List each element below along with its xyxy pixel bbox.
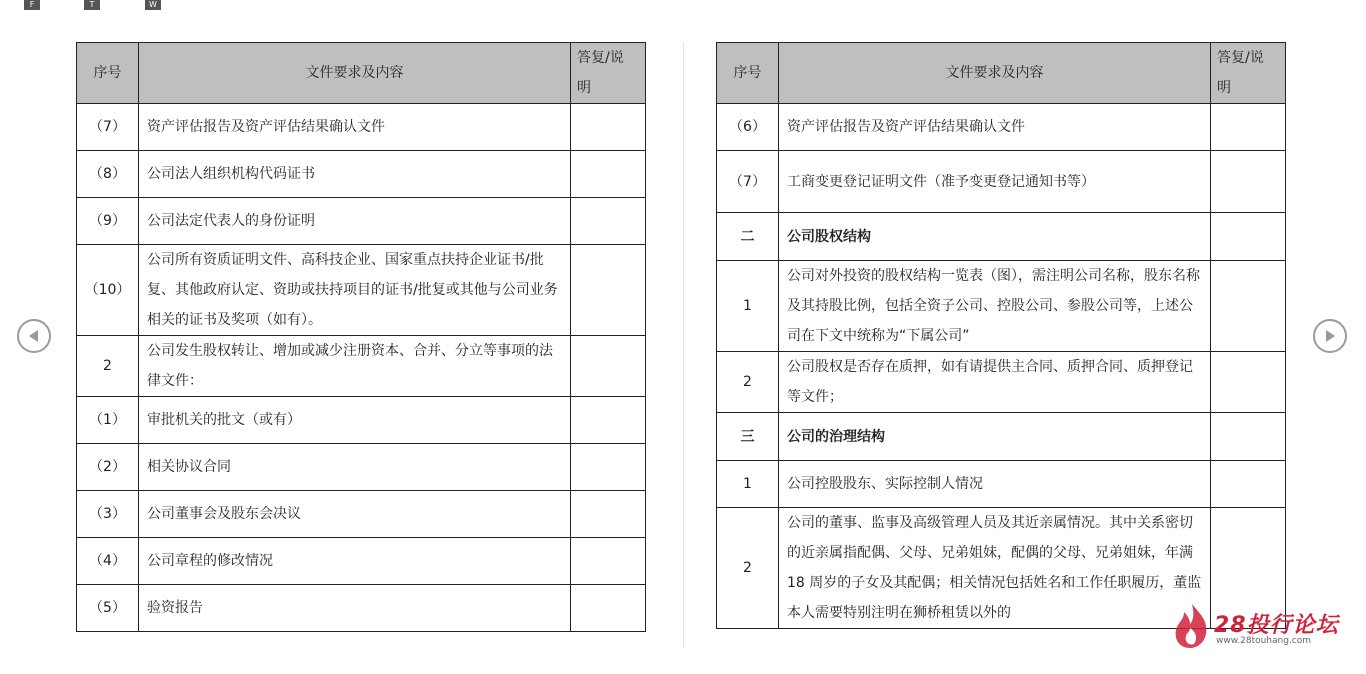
row-content: 公司章程的修改情况 [139,538,571,585]
table-row [717,261,1286,352]
row-number: （2） [77,444,139,491]
row-number: （7） [717,151,779,213]
header-seq: 序号 [77,43,139,104]
row-number: 2 [717,508,779,629]
row-number: （3） [77,491,139,538]
table-row [77,538,646,585]
row-reply-cell[interactable] [571,198,646,245]
row-content: 公司对外投资的股权结构一览表（图），需注明公司名称，股东名称及其持股比例，包括全资子公司、控股公司、参股公司等，上述公司在下文中统称为“下属公司” [779,261,1211,352]
row-number: （1） [77,397,139,444]
table-row [77,397,646,444]
table-header-row [77,43,646,104]
row-reply-cell[interactable] [571,538,646,585]
section-title: 公司的治理结构 [779,413,1211,461]
row-content: 工商变更登记证明文件（准予变更登记通知书等） [779,151,1211,213]
next-page-button[interactable] [1313,319,1347,353]
row-number: （7） [77,104,139,151]
table-row [717,104,1286,151]
row-content: 公司发生股权转让、增加或减少注册资本、合并、分立等事项的法律文件： [139,336,571,397]
row-number: （5） [77,585,139,632]
row-reply-cell[interactable] [571,151,646,198]
row-content: 审批机关的批文（或有） [139,397,571,444]
row-content: 相关协议合同 [139,444,571,491]
header-reply: 答复/说明 [571,43,646,104]
table-row [77,104,646,151]
table-header-row [717,43,1286,104]
row-number: 2 [717,352,779,413]
row-reply-cell[interactable] [1211,352,1286,413]
row-reply-cell[interactable] [571,444,646,491]
row-content: 公司所有资质证明文件、高科技企业、国家重点扶持企业证书/批复、其他政府认定、资助或扶持项目的证书/批复或其他与公司业务相关的证书及奖项（如有）。 [139,245,571,336]
row-reply-cell[interactable] [1211,213,1286,261]
table-row [77,198,646,245]
row-reply-cell[interactable] [571,104,646,151]
table-row [77,585,646,632]
row-number: （4） [77,538,139,585]
table-row [77,444,646,491]
section-number: 三 [717,413,779,461]
header-content: 文件要求及内容 [139,43,571,104]
table-row [77,336,646,397]
watermark-url: www.28touhang.com [1216,636,1312,646]
row-reply-cell[interactable] [1211,261,1286,352]
table-row [77,245,646,336]
row-reply-cell[interactable] [1211,413,1286,461]
row-content: 验资报告 [139,585,571,632]
watermark-brand: 28投行论坛 [1214,613,1339,638]
row-reply-cell[interactable] [571,397,646,444]
row-number: 2 [77,336,139,397]
table-row [717,352,1286,413]
left-page [76,42,646,632]
row-content: 公司股权是否存在质押，如有请提供主合同、质押合同、质押登记等文件； [779,352,1211,413]
row-reply-cell[interactable] [1211,151,1286,213]
header-reply: 答复/说明 [1211,43,1286,104]
watermark-logo [1170,602,1350,652]
section-row [717,413,1286,461]
section-title: 公司股权结构 [779,213,1211,261]
table-row [717,151,1286,213]
row-reply-cell[interactable] [1211,461,1286,508]
top-tab-f[interactable]: F [24,0,40,10]
right-document-table [716,42,1286,629]
row-content: 公司董事会及股东会决议 [139,491,571,538]
table-row [77,491,646,538]
left-document-table [76,42,646,632]
page-divider [683,42,684,648]
row-content: 公司的董事、监事及高级管理人员及其近亲属情况。其中关系密切的近亲属指配偶、父母、兄弟姐妹，配偶的父母、兄弟姐妹，年满 18 周岁的子女及其配偶；相关情况包括姓名和工作任职履历，董监本人需要特别注明在狮桥租赁以外的 [779,508,1211,629]
row-reply-cell[interactable] [1211,104,1286,151]
row-number: （6） [717,104,779,151]
row-content: 资产评估报告及资产评估结果确认文件 [779,104,1211,151]
top-tab-w[interactable]: W [145,0,161,10]
row-reply-cell[interactable] [571,245,646,336]
row-number: （9） [77,198,139,245]
table-row [77,151,646,198]
row-number: 1 [717,261,779,352]
row-content: 资产评估报告及资产评估结果确认文件 [139,104,571,151]
previous-page-button[interactable] [17,319,51,353]
row-reply-cell[interactable] [571,336,646,397]
row-number: 1 [717,461,779,508]
top-tab-t[interactable]: T [84,0,100,10]
table-row [717,461,1286,508]
row-reply-cell[interactable] [571,585,646,632]
header-content: 文件要求及内容 [779,43,1211,104]
chevron-right-icon [1315,321,1345,351]
row-content: 公司法人组织机构代码证书 [139,151,571,198]
flame-icon [1170,602,1214,650]
row-number: （8） [77,151,139,198]
chevron-left-icon [19,321,49,351]
header-seq: 序号 [717,43,779,104]
section-row [717,213,1286,261]
row-reply-cell[interactable] [571,491,646,538]
row-number: （10） [77,245,139,336]
row-content: 公司控股股东、实际控制人情况 [779,461,1211,508]
section-number: 二 [717,213,779,261]
row-content: 公司法定代表人的身份证明 [139,198,571,245]
right-page [716,42,1286,629]
